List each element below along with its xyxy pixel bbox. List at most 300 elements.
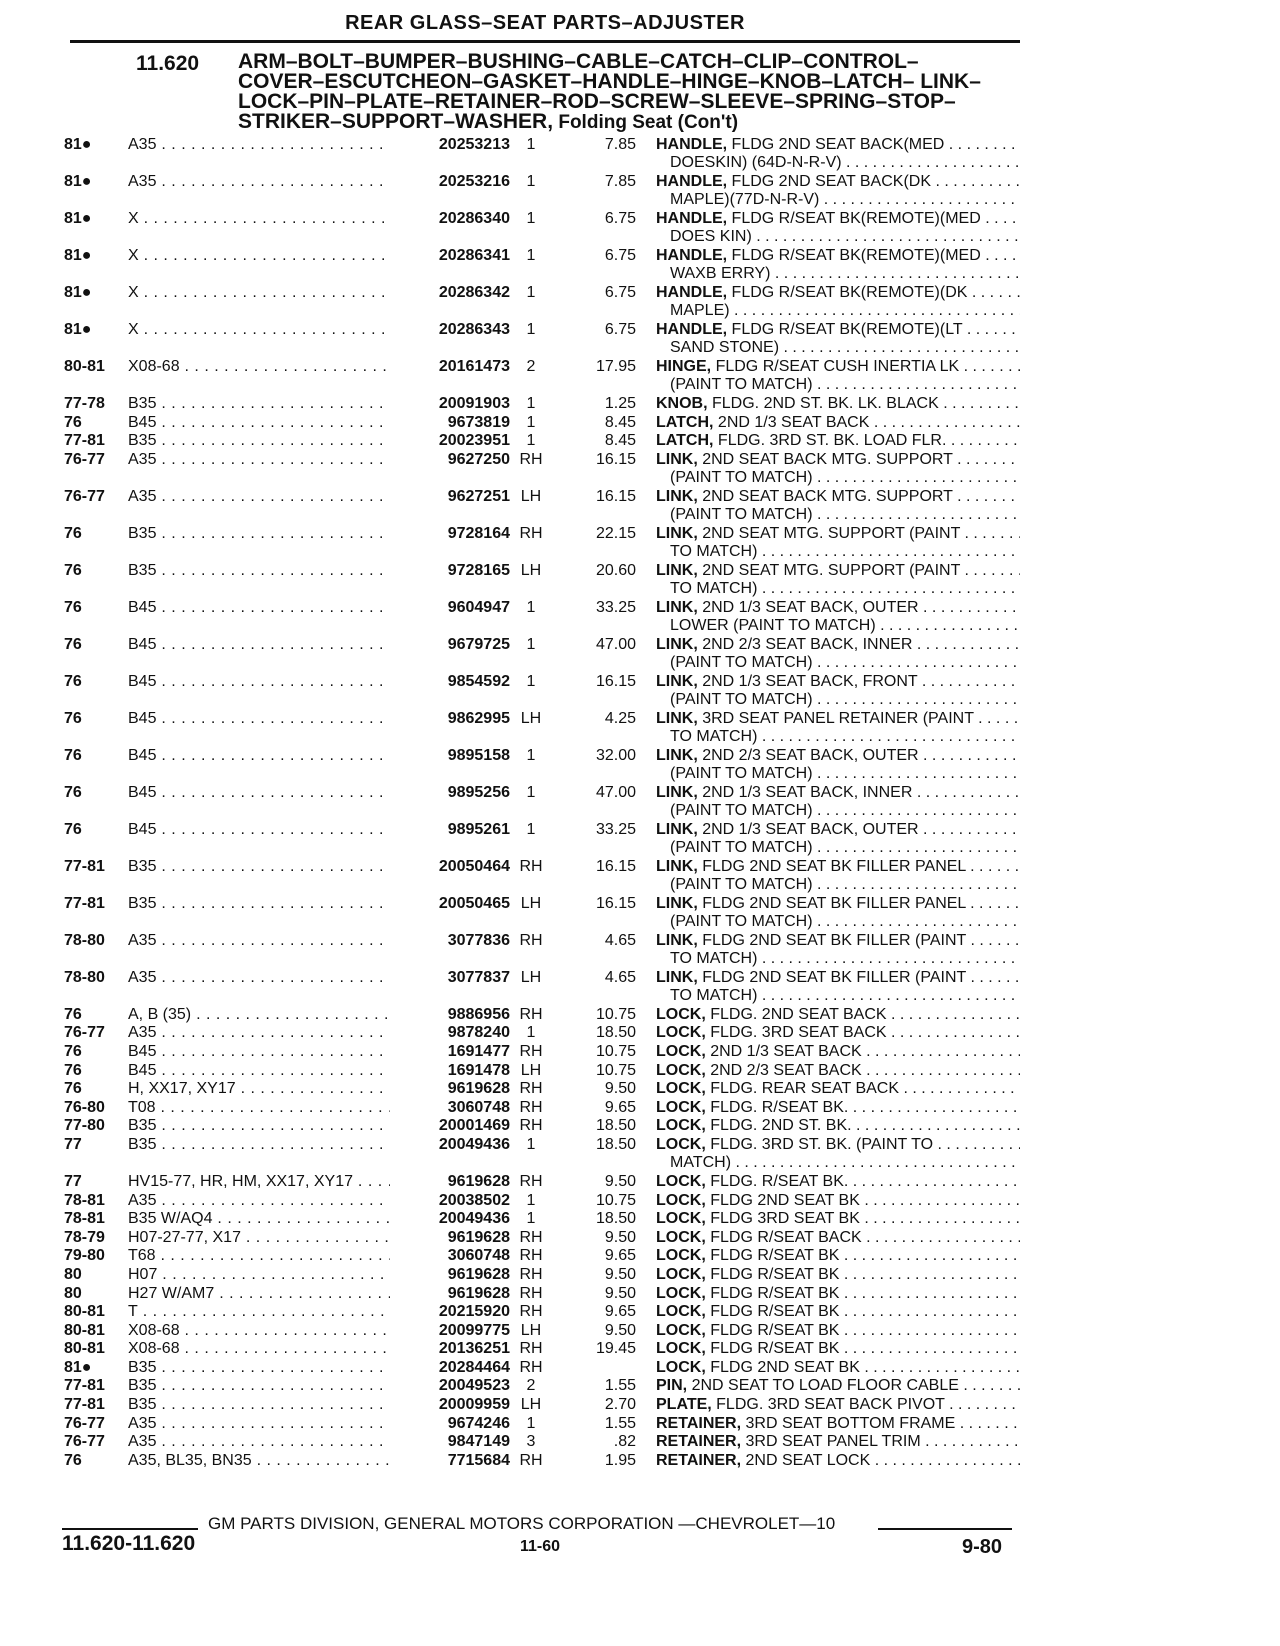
part-keyword: HANDLE, — [656, 136, 728, 153]
part-price: 1.55 — [604, 1414, 636, 1432]
part-keyword: LOCK, — [656, 1228, 706, 1246]
part-keyword: LINK, — [656, 450, 698, 468]
part-qty: 1 — [526, 1024, 536, 1042]
part-qty: LH — [520, 487, 542, 505]
part-keyword: RETAINER, — [656, 1451, 742, 1469]
part-description — [656, 1303, 1020, 1321]
part-qty: 1 — [526, 783, 536, 801]
section-title-sub: Folding Seat (Con't) — [553, 112, 739, 133]
part-year: 80-81 — [64, 1340, 105, 1358]
part-description — [656, 1340, 1020, 1358]
part-year: 77-81 — [64, 1377, 105, 1395]
part-qty: 1 — [526, 1414, 536, 1432]
part-keyword: LOCK, — [656, 1117, 706, 1135]
part-model: B35 . . . — [128, 1377, 408, 1395]
part-qty: 1 — [526, 672, 536, 690]
part-qty: RH — [519, 1265, 543, 1283]
part-year: 76-80 — [64, 1098, 105, 1116]
part-keyword: LOCK, — [656, 1321, 706, 1339]
part-keyword: LINK, — [656, 746, 698, 764]
table-row — [0, 673, 1280, 710]
part-price: 10.75 — [595, 1061, 636, 1079]
part-price: 18.50 — [595, 1135, 636, 1153]
part-number: 20049436 — [390, 1210, 510, 1228]
part-qty: 1 — [526, 136, 536, 153]
part-number: 9878240 — [390, 1024, 510, 1042]
part-keyword: LOCK, — [656, 1135, 706, 1153]
part-model: A35 . . . — [128, 1433, 408, 1451]
part-price: 16.15 — [595, 487, 636, 505]
table-row — [0, 562, 1280, 599]
part-description — [656, 1433, 1020, 1451]
part-description-continued: (PAINT TO MATCH) . . . — [670, 839, 1020, 857]
part-description-text: 2ND 2/3 SEAT BACK, OUTER — [697, 746, 919, 764]
part-keyword: LINK, — [656, 598, 698, 616]
part-qty: LH — [520, 561, 542, 579]
part-model: B35 . . . — [128, 432, 408, 450]
part-year: 77-78 — [64, 395, 105, 412]
part-number: 20253213 — [390, 136, 510, 154]
part-description — [656, 858, 1020, 876]
part-qty: 1 — [526, 284, 536, 301]
table-row — [0, 358, 1280, 395]
part-description — [656, 636, 1020, 654]
part-description-continued: DOES KIN) . . . — [670, 228, 1020, 246]
part-year: 81● — [64, 321, 92, 338]
part-number: 20161473 — [390, 358, 510, 376]
part-qty: 1 — [526, 1135, 536, 1153]
part-description-text: FLDG 2ND SEAT BACK(DK — [727, 173, 932, 190]
part-qty: 1 — [526, 413, 536, 431]
part-price: 1.95 — [604, 1451, 636, 1469]
part-model: A35 . . . — [128, 1192, 408, 1210]
part-description — [656, 784, 1020, 802]
part-number: 20001469 — [390, 1117, 510, 1135]
part-description — [656, 1062, 1020, 1080]
part-year: 80-81 — [64, 1303, 105, 1321]
part-model: B45 . . . — [128, 673, 408, 691]
part-description-continued: (PAINT TO MATCH) . . . — [670, 376, 1020, 394]
part-keyword: LINK, — [656, 894, 698, 912]
part-price: .82 — [613, 1433, 636, 1451]
part-keyword: LATCH, — [656, 432, 714, 450]
part-description-text: FLDG R/SEAT BK — [705, 1265, 840, 1283]
table-row — [0, 1099, 1280, 1118]
part-price: 7.85 — [604, 173, 636, 190]
part-number: 20286341 — [390, 247, 510, 265]
part-model: B45 . . . — [128, 599, 408, 617]
part-keyword: LOCK, — [656, 1005, 706, 1023]
part-year: 80-81 — [64, 358, 105, 375]
table-row — [0, 173, 1280, 210]
part-keyword: LOCK, — [656, 1265, 706, 1283]
part-description — [656, 673, 1020, 691]
part-number: 20284464 — [390, 1359, 510, 1377]
part-year: 76-77 — [64, 1433, 105, 1451]
part-description-continued: TO MATCH) . . . — [670, 728, 1020, 746]
part-description — [656, 451, 1020, 469]
part-year: 77-81 — [64, 1396, 105, 1414]
part-model: A35 . . . — [128, 969, 408, 987]
part-description-text: FLDG. 3RD ST. BK. LOAD FLR. — [713, 432, 947, 450]
parts-table — [0, 136, 1280, 1470]
part-description — [656, 414, 1020, 432]
part-year: 76 — [64, 672, 82, 690]
section-title — [238, 52, 1018, 133]
part-description-text: FLDG 2ND SEAT BK FILLER (PAINT — [697, 968, 966, 986]
part-model: B35 . . . — [128, 1359, 408, 1377]
part-keyword: LINK, — [656, 561, 698, 579]
part-model: X . . . — [128, 284, 408, 302]
part-description-continued: (PAINT TO MATCH) . . . — [670, 654, 1020, 672]
part-year: 76-77 — [64, 1414, 105, 1432]
part-model: B35 . . . — [128, 1117, 408, 1135]
table-row — [0, 1266, 1280, 1285]
part-qty: RH — [519, 1247, 543, 1265]
part-year: 76-77 — [64, 1024, 105, 1042]
part-year: 76 — [64, 1451, 82, 1469]
part-model: X . . . — [128, 210, 408, 228]
table-row — [0, 599, 1280, 636]
part-number: 9619628 — [390, 1266, 510, 1284]
part-model: X08-68 . . . — [128, 1322, 408, 1340]
part-year: 76 — [64, 746, 82, 764]
part-description — [656, 432, 1020, 450]
table-row — [0, 210, 1280, 247]
part-qty: RH — [519, 524, 543, 542]
part-description-text: 2ND SEAT LOCK — [741, 1451, 871, 1469]
part-price: 9.50 — [604, 1265, 636, 1283]
part-description-text: FLDG 2ND SEAT BK — [705, 1358, 860, 1376]
part-number: 3060748 — [390, 1099, 510, 1117]
part-model: B35 . . . — [128, 1136, 408, 1154]
table-row — [0, 1285, 1280, 1304]
part-price: 4.65 — [604, 968, 636, 986]
part-qty: 1 — [526, 746, 536, 764]
part-description-text: FLDG 2ND SEAT BK FILLER (PAINT — [697, 931, 966, 949]
part-price: 9.65 — [604, 1247, 636, 1265]
part-keyword: LINK, — [656, 709, 698, 727]
part-year: 77 — [64, 1135, 82, 1153]
part-description-text: FLDG R/SEAT BK(REMOTE)(MED — [727, 210, 981, 227]
part-keyword: LOCK, — [656, 1210, 706, 1228]
part-model: T . . . — [128, 1303, 408, 1321]
part-year: 76 — [64, 524, 82, 542]
part-model: B45 . . . — [128, 414, 408, 432]
part-number: 9627251 — [390, 488, 510, 506]
part-keyword: LOCK, — [656, 1247, 706, 1265]
part-description-continued: (PAINT TO MATCH) . . . — [670, 913, 1020, 931]
part-price: 20.60 — [595, 561, 636, 579]
part-qty: RH — [519, 1117, 543, 1135]
part-model: A35 . . . — [128, 136, 408, 154]
part-number: 20099775 — [390, 1322, 510, 1340]
part-model: HV15-77, HR, HM, XX17, XY17 . . . — [128, 1173, 408, 1191]
part-description — [656, 1210, 1020, 1228]
footer-page-number: 11-60 — [520, 1538, 561, 1555]
table-row — [0, 932, 1280, 969]
part-number: 20286342 — [390, 284, 510, 302]
table-row — [0, 395, 1280, 414]
table-row — [0, 432, 1280, 451]
part-year: 76 — [64, 561, 82, 579]
part-price: 8.45 — [604, 432, 636, 450]
part-qty: RH — [519, 1228, 543, 1246]
part-description-text: FLDG 3RD SEAT BK — [705, 1210, 860, 1228]
section-title-line: LOCK–PIN–PLATE–RETAINER–ROD–SCREW–SLEEVE–SPRING–STOP– — [238, 90, 956, 113]
part-year: 81● — [64, 136, 92, 153]
part-model: X08-68 . . . — [128, 1340, 408, 1358]
part-year: 76 — [64, 635, 82, 653]
table-row — [0, 895, 1280, 932]
part-keyword: LOCK, — [656, 1303, 706, 1321]
part-keyword: LINK, — [656, 857, 698, 875]
part-qty: LH — [520, 894, 542, 912]
part-price: 32.00 — [595, 746, 636, 764]
part-qty: RH — [519, 1340, 543, 1358]
part-price: 6.75 — [604, 247, 636, 264]
part-description — [656, 321, 1020, 339]
part-number: 20091903 — [390, 395, 510, 413]
part-description — [656, 1415, 1020, 1433]
part-description-text: FLDG R/SEAT BK — [705, 1247, 840, 1265]
part-description-continued: SAND STONE) . . . — [670, 339, 1020, 357]
part-qty: 1 — [526, 210, 536, 227]
part-model: B35 . . . — [128, 395, 408, 413]
part-keyword: HINGE, — [656, 358, 712, 375]
part-model: A35 . . . — [128, 173, 408, 191]
header-rule — [70, 40, 1020, 43]
part-description — [656, 1080, 1020, 1098]
part-year: 76 — [64, 1042, 82, 1060]
table-row — [0, 1433, 1280, 1452]
part-number: 9619628 — [390, 1229, 510, 1247]
part-description-continued: (PAINT TO MATCH) . . . — [670, 876, 1020, 894]
table-row — [0, 414, 1280, 433]
part-price: 6.75 — [604, 284, 636, 301]
part-description-text: FLDG R/SEAT BK — [705, 1284, 840, 1302]
part-description-text: FLDG R/SEAT BACK — [705, 1228, 862, 1246]
part-qty: RH — [519, 1098, 543, 1116]
part-description-text: 2ND SEAT TO LOAD FLOOR CABLE — [687, 1377, 959, 1395]
part-price: 1.55 — [604, 1377, 636, 1395]
part-keyword: HANDLE, — [656, 210, 728, 227]
part-keyword: LOCK, — [656, 1340, 706, 1358]
table-row — [0, 284, 1280, 321]
part-year: 76 — [64, 709, 82, 727]
part-number: 20050464 — [390, 858, 510, 876]
part-price: 18.50 — [595, 1117, 636, 1135]
part-description — [656, 1359, 1020, 1377]
part-price: 18.50 — [595, 1210, 636, 1228]
part-qty: 1 — [526, 173, 536, 190]
part-description — [656, 747, 1020, 765]
part-qty: LH — [520, 1321, 542, 1339]
part-qty: 1 — [526, 395, 536, 412]
part-description-text: 2ND SEAT MTG. SUPPORT (PAINT — [697, 561, 961, 579]
part-model: X . . . — [128, 321, 408, 339]
part-keyword: LINK, — [656, 635, 698, 653]
table-row — [0, 1173, 1280, 1192]
part-model: B35 W/AQ4 . . . — [128, 1210, 408, 1228]
part-price: 16.15 — [595, 857, 636, 875]
part-description — [656, 1024, 1020, 1042]
part-keyword: HANDLE, — [656, 173, 728, 190]
part-qty: 1 — [526, 598, 536, 616]
part-qty: 2 — [526, 1377, 536, 1395]
part-description-text: FLDG. 2ND SEAT BACK — [705, 1005, 887, 1023]
part-description — [656, 1266, 1020, 1284]
part-description-text: FLDG R/SEAT BK — [705, 1340, 840, 1358]
part-model: B45 . . . — [128, 710, 408, 728]
part-number: 20009959 — [390, 1396, 510, 1414]
part-price: 33.25 — [595, 820, 636, 838]
part-price: 18.50 — [595, 1024, 636, 1042]
part-number: 20136251 — [390, 1340, 510, 1358]
table-row — [0, 1452, 1280, 1471]
part-keyword: PIN, — [656, 1377, 688, 1395]
table-row — [0, 488, 1280, 525]
table-row — [0, 636, 1280, 673]
part-description-text: 2ND SEAT BACK MTG. SUPPORT — [697, 487, 953, 505]
part-number: 20049436 — [390, 1136, 510, 1154]
footer-division: GM PARTS DIVISION, GENERAL MOTORS CORPORATION —CHEVROLET—10 — [208, 1514, 836, 1533]
part-description — [656, 1452, 1020, 1470]
part-model: A, B (35) . . . — [128, 1006, 408, 1024]
part-keyword: KNOB, — [656, 395, 708, 412]
part-number: 9895256 — [390, 784, 510, 802]
part-year: 76 — [64, 783, 82, 801]
part-model: A35 . . . — [128, 488, 408, 506]
part-model: B35 . . . — [128, 1396, 408, 1414]
part-keyword: RETAINER, — [656, 1414, 742, 1432]
part-model: A35, BL35, BN35 . . . — [128, 1452, 408, 1470]
part-number: 9728165 — [390, 562, 510, 580]
section-title-last: STRIKER–SUPPORT–WASHER, — [238, 110, 554, 133]
part-price: 22.15 — [595, 524, 636, 542]
part-description — [656, 1099, 1020, 1117]
section-title-line — [238, 112, 1018, 133]
part-year: 81● — [64, 284, 92, 301]
part-number: 3077836 — [390, 932, 510, 950]
part-year: 81● — [64, 210, 92, 227]
part-price: 4.25 — [604, 709, 636, 727]
part-year: 76 — [64, 820, 82, 838]
part-description — [656, 969, 1020, 987]
part-description-continued: DOESKIN) (64D-N-R-V) . . . — [670, 154, 1020, 172]
footer-range: 11.620-11.620 — [62, 1532, 196, 1555]
part-description-text: 2ND 2/3 SEAT BACK, INNER — [697, 635, 913, 653]
table-row — [0, 710, 1280, 747]
part-description — [656, 1229, 1020, 1247]
part-description — [656, 1285, 1020, 1303]
part-number: 7715684 — [390, 1452, 510, 1470]
part-description-text: FLDG R/SEAT CUSH INERTIA LK — [711, 358, 960, 375]
part-description-text: 2ND 1/3 SEAT BACK — [705, 1042, 862, 1060]
part-description-text: FLDG 2ND SEAT BACK(MED — [727, 136, 945, 153]
table-row — [0, 1062, 1280, 1081]
part-qty: 1 — [526, 432, 536, 450]
table-row — [0, 451, 1280, 488]
part-price: 10.75 — [595, 1191, 636, 1209]
part-description-text: FLDG 2ND SEAT BK FILLER PANEL — [697, 857, 966, 875]
part-qty: LH — [520, 1396, 542, 1414]
part-price: 10.75 — [595, 1005, 636, 1023]
part-number: 9619628 — [390, 1285, 510, 1303]
part-year: 78-79 — [64, 1228, 105, 1246]
part-year: 80 — [64, 1284, 82, 1302]
part-description — [656, 1173, 1020, 1191]
table-row — [0, 1247, 1280, 1266]
part-description — [656, 247, 1020, 265]
table-row — [0, 1192, 1280, 1211]
part-description-continued: TO MATCH) . . . — [670, 987, 1020, 1005]
part-qty: 1 — [526, 820, 536, 838]
part-number: 9619628 — [390, 1173, 510, 1191]
part-description — [656, 821, 1020, 839]
part-qty: RH — [519, 1042, 543, 1060]
section-title-line: ARM–BOLT–BUMPER–BUSHING–CABLE–CATCH–CLIP–CONTROL– — [238, 50, 919, 73]
part-price: 9.50 — [604, 1284, 636, 1302]
part-model: B45 . . . — [128, 821, 408, 839]
part-keyword: HANDLE, — [656, 247, 728, 264]
part-description — [656, 895, 1020, 913]
part-qty: RH — [519, 1005, 543, 1023]
part-year: 76 — [64, 1005, 82, 1023]
table-row — [0, 1210, 1280, 1229]
part-number: 9674246 — [390, 1415, 510, 1433]
part-keyword: RETAINER, — [656, 1433, 742, 1451]
part-qty: RH — [519, 1284, 543, 1302]
part-description-text: FLDG. 2ND ST. BK. LK. BLACK — [707, 395, 939, 412]
part-qty: 1 — [526, 1210, 536, 1228]
part-price: 9.50 — [604, 1172, 636, 1190]
part-keyword: LOCK, — [656, 1042, 706, 1060]
part-year: 77 — [64, 1172, 82, 1190]
part-year: 78-80 — [64, 968, 105, 986]
part-model: B35 . . . — [128, 858, 408, 876]
table-row — [0, 1080, 1280, 1099]
part-number: 20049523 — [390, 1377, 510, 1395]
part-description-continued: TO MATCH) . . . — [670, 950, 1020, 968]
table-row — [0, 784, 1280, 821]
part-qty: 1 — [526, 321, 536, 338]
part-price: 16.15 — [595, 450, 636, 468]
part-model: B35 . . . — [128, 525, 408, 543]
part-description-text: 3RD SEAT PANEL RETAINER (PAINT — [697, 709, 974, 727]
part-year: 78-81 — [64, 1191, 105, 1209]
part-price: 7.85 — [604, 136, 636, 153]
part-description — [656, 488, 1020, 506]
part-description — [656, 932, 1020, 950]
part-qty: 3 — [526, 1433, 536, 1451]
table-row — [0, 969, 1280, 1006]
part-price: 8.45 — [604, 413, 636, 431]
part-number: 1691478 — [390, 1062, 510, 1080]
part-price: 9.50 — [604, 1321, 636, 1339]
table-row — [0, 1340, 1280, 1359]
part-description — [656, 1396, 1020, 1414]
part-qty: 1 — [526, 247, 536, 264]
part-year: 80-81 — [64, 1321, 105, 1339]
part-model: T08 . . . — [128, 1099, 408, 1117]
part-number: 9728164 — [390, 525, 510, 543]
table-row — [0, 247, 1280, 284]
part-description — [656, 1117, 1020, 1135]
part-year: 79-80 — [64, 1247, 105, 1265]
part-keyword: LINK, — [656, 672, 698, 690]
part-keyword: LOCK, — [656, 1358, 706, 1376]
